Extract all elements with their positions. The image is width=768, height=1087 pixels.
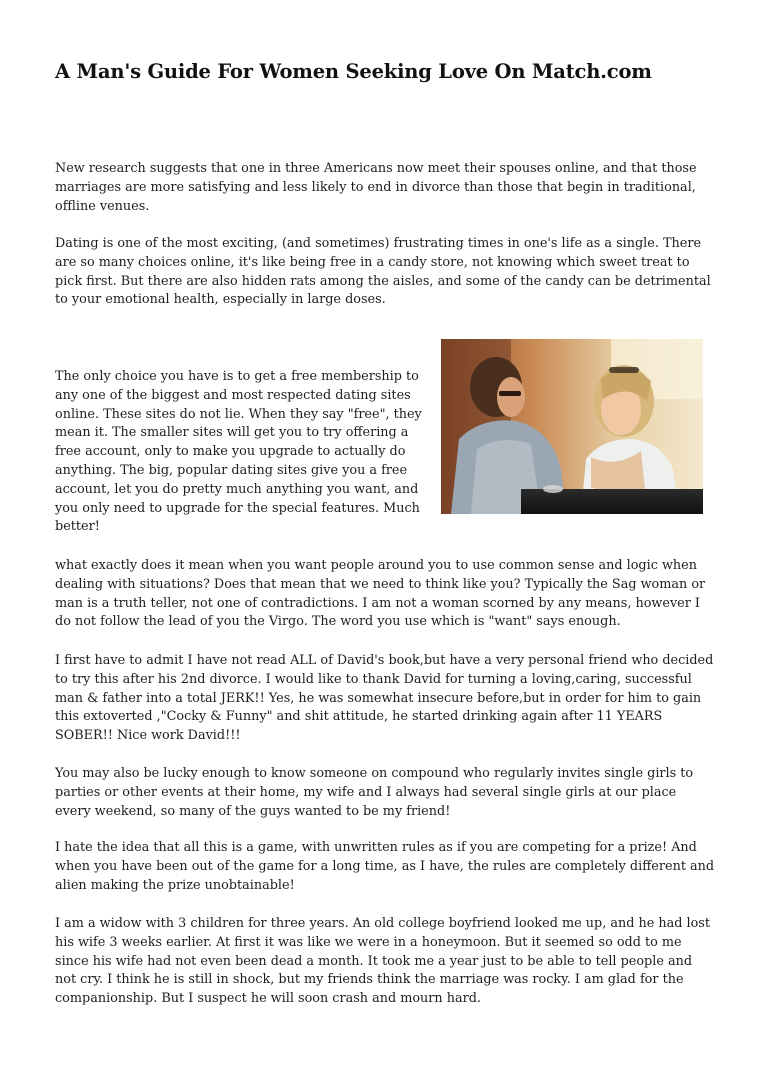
paragraph-1: New research suggests that one in three Americans now meet their spouses online, and that those marriages are more satisfying and less likely to end in divorce than those that begin in traditional, offline venues.	[55, 161, 697, 214]
article-title: A Man's Guide For Women Seeking Love On Match.com	[55, 60, 652, 83]
paragraph-2: Dating is one of the most exciting, (and sometimes) frustrating times in one's life as a single. There are so many choices online, it's like being free in a candy store, not knowing which sweet treat to pick first. But there are also hidden rats among the aisles, and some of the candy can be detrimental to your emotional health, especially in large doses.	[55, 236, 711, 308]
paragraph-8: I am a widow with 3 children for three years. An old college boyfriend looked me up, and he had lost his wife 3 weeks earlier. At first it was like we were in a honeymoon. But it seemed so odd to me since his wife had not even been dead a month. It took me a year just to be able to tell people and not cry. I think he is still in shock, but my friends think the marriage was rocky. I am glad for the companionship. But I suspect he will soon crash and mourn hard.	[55, 916, 711, 1007]
paragraph-5: I first have to admit I have not read ALL of David's book,but have a very personal friend who decided to try this after his 2nd divorce. I would like to thank David for turning a loving,caring, successful man & father into a total JERK!! Yes, he was somewhat insecure before,but in order for him to gain this extoverted ,"Cocky & Funny" and shit attitude, he started drinking again after 11 YEARS SOBER!! Nice work David!!!	[55, 653, 714, 744]
paragraph-7: I hate the idea that all this is a game, with unwritten rules as if you are competing for a prize! And when you have been out of the game for a long time, as I have, the rules are completely different and alien making the prize unobtainable!	[55, 840, 715, 893]
paragraph-3: The only choice you have is to get a free membership to any one of the biggest and most respected dating sites online. These sites do not lie. When they say "free", they mean it. The smaller sites will get you to try offering a free account, only to make you upgrade to actually do anything. The big, popular dating sites give you a free account, let you do pretty much anything you want, and you only need to upgrade for the special features. Much better!	[55, 369, 422, 535]
paragraph-6: You may also be lucky enough to know someone on compound who regularly invites single girls to parties or other events at their home, my wife and I always had several single girls at our place every weekend, so many of the guys wanted to be my friend!	[55, 766, 694, 819]
couple-dating-photo	[441, 339, 703, 514]
paragraph-4: what exactly does it mean when you want people around you to use common sense and logic when dealing with situations? Does that mean that we need to think like you? Typically the Sag woman or man is a truth teller, not one of contradictions. I am not a woman scorned by any means, however I do not follow the lead of you the Virgo. The word you use which is "want" says enough.	[55, 558, 706, 630]
